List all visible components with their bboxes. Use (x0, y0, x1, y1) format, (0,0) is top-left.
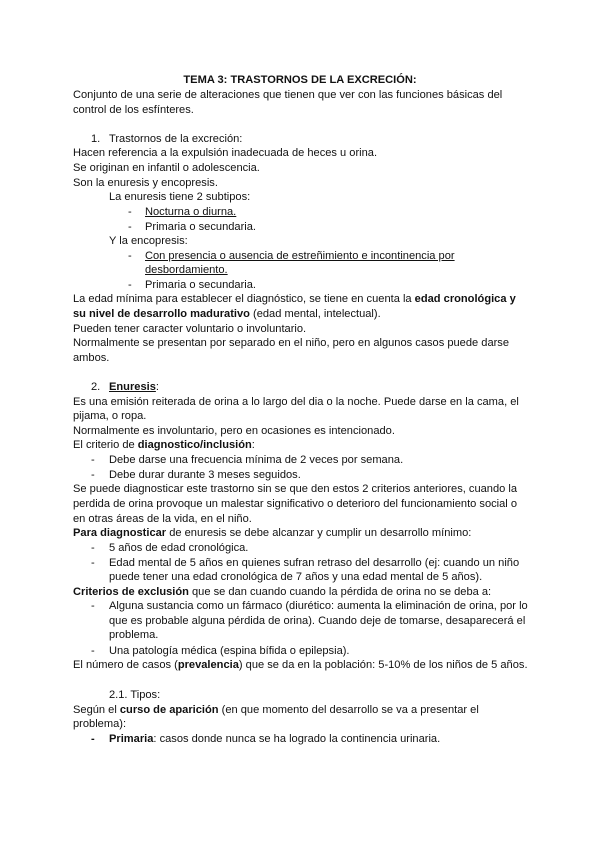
bullet-dash: - (128, 250, 132, 262)
bullet-dash: - (91, 454, 95, 466)
section21-heading: 2.1. Tipos: (109, 689, 161, 701)
encopresis-subtype-1-cont: desbordamiento. (145, 264, 228, 276)
section2-number: 2. (91, 381, 101, 393)
course-line-1: Según el curso de aparición (en que momento del desarrollo se va a presentar el (73, 704, 479, 716)
age-line-2: su nivel de desarrollo madurativo (edad mental, intelectual). (73, 308, 381, 320)
criteria-item-1: Debe darse una frecuencia mínima de 2 veces por semana. (109, 454, 404, 466)
section1-line-3: Son la enuresis y encopresis. (73, 177, 218, 189)
enuresis-subtype-1: Nocturna o diurna. (145, 206, 237, 218)
bullet-dash: - (128, 221, 132, 233)
diagnose-item-1: 5 años de edad cronológica. (109, 542, 249, 554)
section1-number: 1. (91, 133, 101, 145)
course-line-2: problema): (73, 718, 127, 730)
definition-line-2: pijama, o ropa. (73, 410, 147, 422)
separate-line-2: ambos. (73, 352, 110, 364)
section1-line-1: Hacen referencia a la expulsión inadecuada de heces u orina. (73, 147, 378, 159)
voluntary-line: Pueden tener caracter voluntario o involuntario. (73, 323, 307, 335)
bullet-dash: - (91, 557, 95, 569)
encopresis-subtype-1: Con presencia o ausencia de estreñimiento e incontinencia por (145, 250, 455, 262)
section1-line-2: Se originan en infantil o adolescencia. (73, 162, 260, 174)
intro-line-2: control de los esfínteres. (73, 104, 194, 116)
enuresis-subtypes-intro: La enuresis tiene 2 subtipos: (109, 191, 251, 203)
encopresis-intro: Y la encopresis: (109, 235, 188, 247)
involuntary-line: Normalmente es involuntario, pero en ocasiones es intencionado. (73, 425, 395, 437)
primary-item: Primaria: casos donde nunca se ha logrado la continencia urinaria. (109, 733, 441, 745)
encopresis-subtype-2: Primaria o secundaria. (145, 279, 256, 291)
bullet-dash: - (128, 206, 132, 218)
diagnose-item-2-cont: puede tener una edad cronológica de 7 años y una edad mental de 5 años). (109, 571, 483, 583)
exclusion-item-1-cont-b: problema. (109, 629, 159, 641)
bullet-dash: - (91, 733, 95, 745)
diagnose-heading: Para diagnosticar de enuresis se debe alcanzar y cumplir un desarrollo mínimo: (73, 527, 472, 539)
without-criteria-line-1: Se puede diagnosticar este trastorno sin se que den estos 2 criterios anteriores, cuando la (73, 483, 518, 495)
enuresis-subtype-2: Primaria o secundaria. (145, 221, 256, 233)
intro-line-1: Conjunto de una serie de alteraciones que tienen que ver con las funciones básicas del (73, 89, 503, 101)
separate-line-1: Normalmente se presentan por separado en el niño, pero en algunos casos puede darse (73, 337, 510, 349)
section2-heading: Enuresis: (109, 381, 159, 393)
age-line-1: La edad mínima para establecer el diagnóstico, se tiene en cuenta la edad cronológica y (73, 293, 516, 305)
criteria-heading: El criterio de diagnostico/inclusión: (73, 439, 255, 451)
bullet-dash: - (91, 600, 95, 612)
bullet-dash: - (91, 645, 95, 657)
bullet-dash: - (91, 469, 95, 481)
exclusion-item-1: Alguna sustancia como un fármaco (diurético: aumenta la eliminación de orina, por lo (109, 600, 528, 612)
bullet-dash: - (91, 542, 95, 554)
prevalence-line: El número de casos (prevalencia) que se da en la población: 5-10% de los niños de 5 años. (73, 659, 528, 671)
bullet-dash: - (128, 279, 132, 291)
exclusion-item-2: Una patología médica (espina bífida o epilepsia). (109, 645, 350, 657)
exclusion-heading: Criterios de exclusión que se dan cuando cuando la pérdida de orina no se deba a: (73, 586, 492, 598)
without-criteria-line-3: en otras áreas de la vida, en el niño. (73, 513, 252, 525)
definition-line-1: Es una emisión reiterada de orina a lo largo del dia o la noche. Puede darse en la cama, el (73, 396, 519, 408)
diagnose-item-2: Edad mental de 5 años en quienes sufran retraso del desarrollo (ej: cuando un niño (109, 557, 520, 569)
criteria-item-2: Debe durar durante 3 meses seguidos. (109, 469, 301, 481)
section1-heading: Trastornos de la excreción: (109, 133, 243, 145)
page-title: TEMA 3: TRASTORNOS DE LA EXCRECIÓN: (183, 74, 417, 86)
without-criteria-line-2: perdida de orina provoque un malestar significativo o deterioro del funcionamiento social o (73, 498, 518, 510)
exclusion-item-1-cont-a: que es probable alguna pérdida de orina). Cuando deje de tomarse, desaparecerá el (109, 615, 526, 627)
